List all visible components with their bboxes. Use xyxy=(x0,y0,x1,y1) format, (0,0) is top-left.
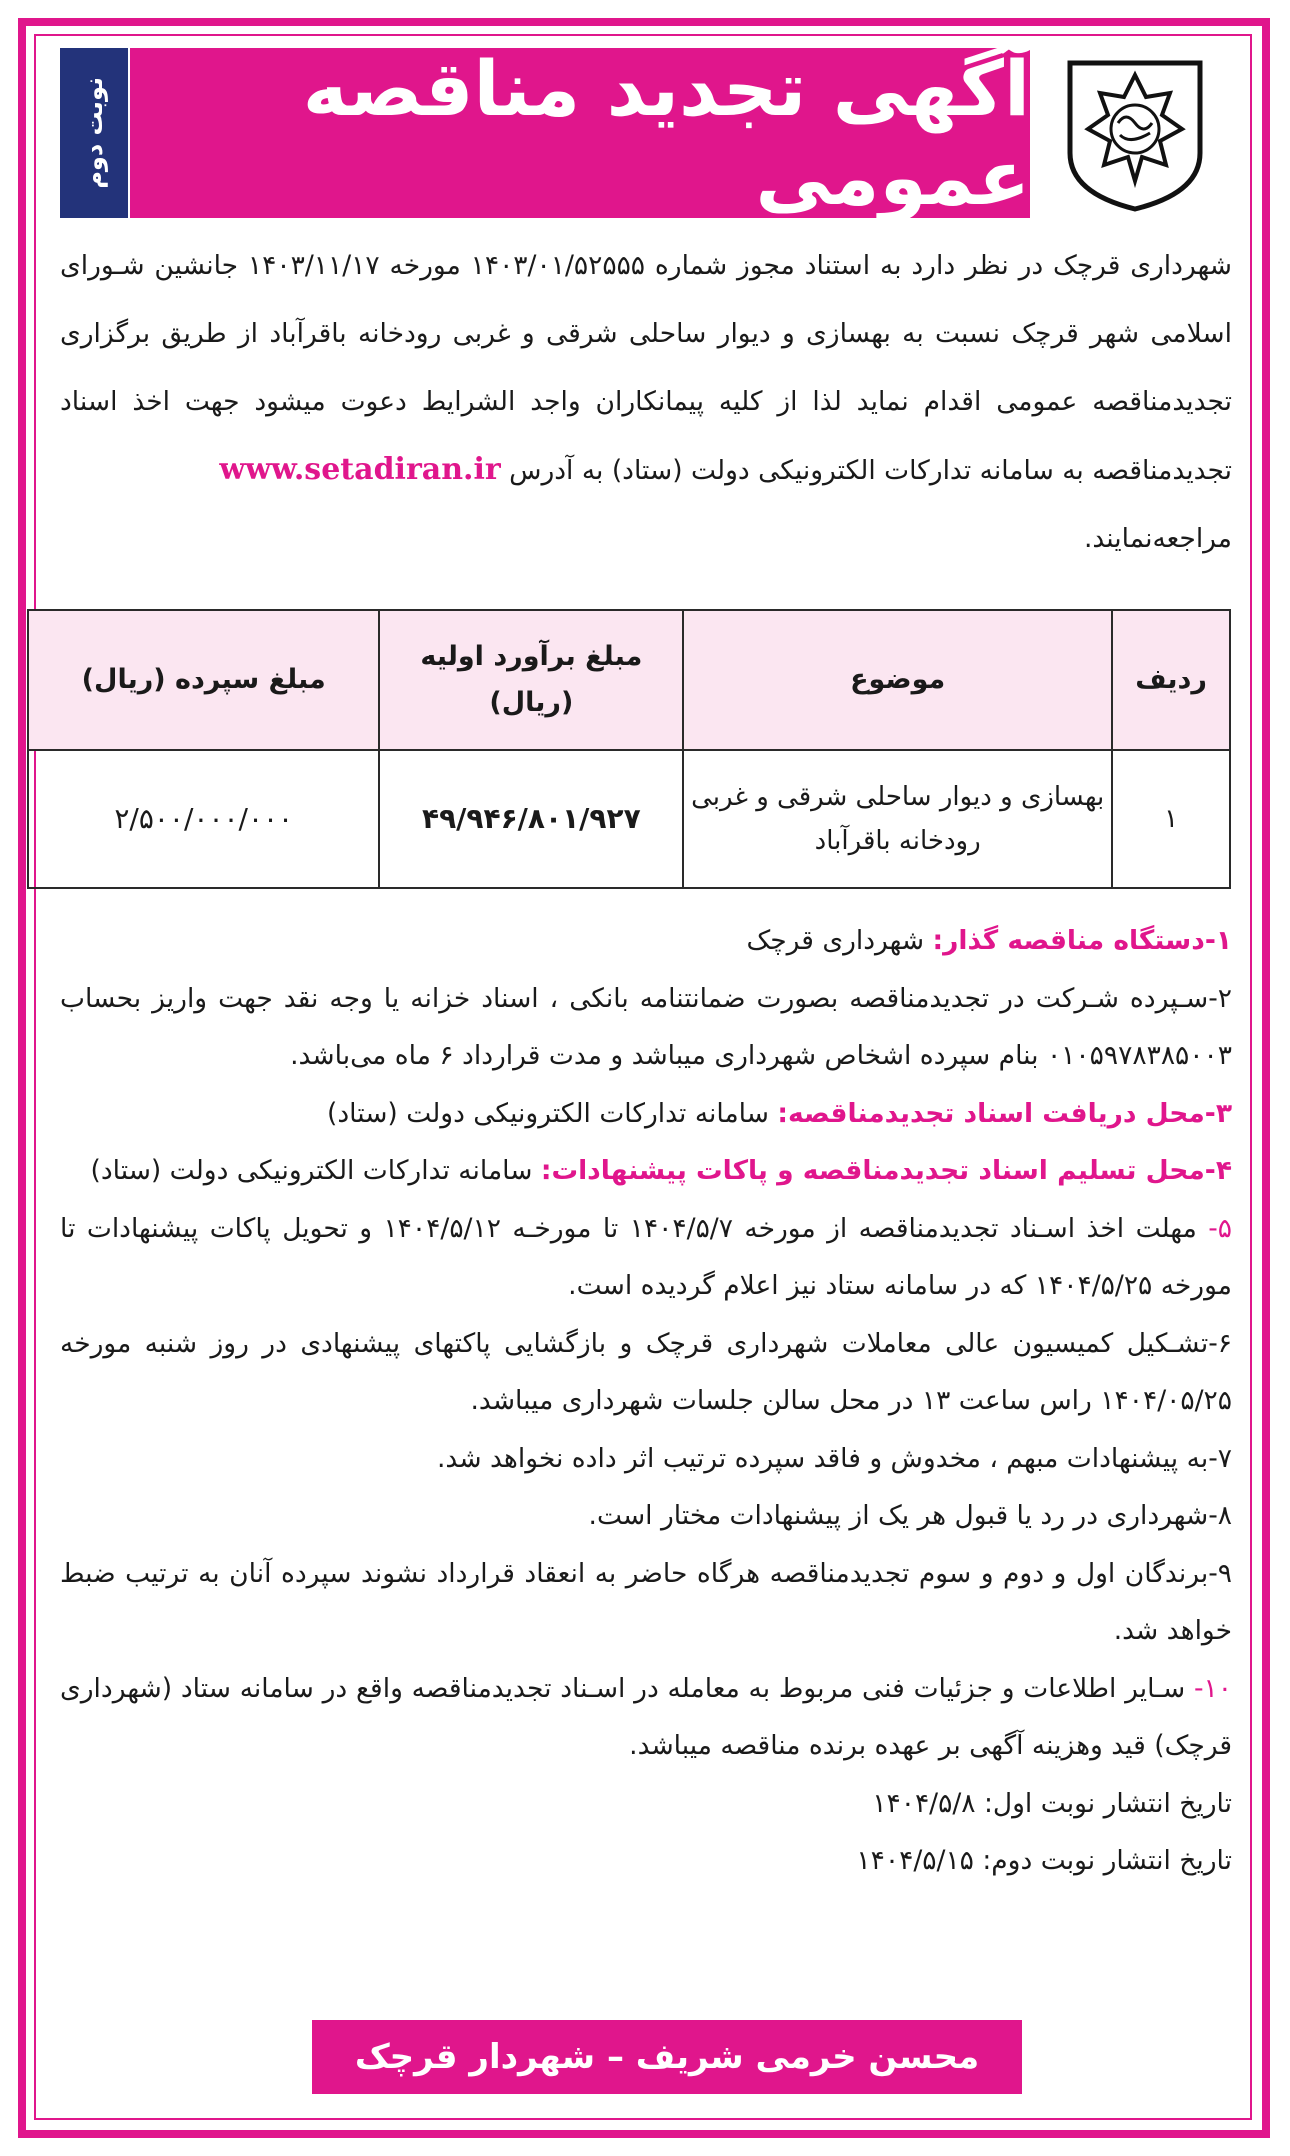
item-10-number: ۱۰- xyxy=(1193,1672,1232,1704)
header-deposit-amount: مبلغ سپرده (ریال) xyxy=(28,610,379,750)
table-header-row xyxy=(28,610,1230,750)
list-item xyxy=(60,912,1232,970)
item-1-label: ۱-دستگاه مناقصه گذار: xyxy=(932,925,1232,956)
signature-text: محسن خرمی شریف – شهردار قرچک xyxy=(354,2037,980,2077)
cell-estimated-amount: ۴۹/۹۴۶/۸۰۱/۹۲۷ xyxy=(379,750,683,888)
header xyxy=(60,44,1230,222)
conditions-list xyxy=(60,912,1232,1890)
header-row-number: ردیف xyxy=(1112,610,1230,750)
list-item xyxy=(60,1200,1232,1315)
item-5-text: مهلت اخذ اسـناد تجدیدمناقصه از مورخه ۱۴۰۴/۵/۷ تا مورخـه ۱۴۰۴/۵/۱۲ و تحویل پاکات پیشنهادات تا مورخه ۱۴۰۴/۵/۲۵ که در سامانه ستاد نیز اعلام گردیده است. xyxy=(60,1212,1232,1301)
item-10-text: سـایر اطلاعات و جزئیات فنی مربوط به معامله در اسـناد تجدیدمناقصه واقع در سامانه ستاد (شهرداری قرچک) قید وهزینه آگهی بر عهده برنده مناقصه میباشد. xyxy=(60,1672,1232,1761)
intro-text: شهرداری قرچک در نظر دارد به استناد مجوز شماره ۱۴۰۳/۰۱/۵۲۵۵۵ مورخه ۱۴۰۳/۱۱/۱۷ جانشین شـورای اسلامی شهر قرچک نسبت به بهسازی و دیوار ساحلی شرقی و غربی رودخانه باقرآباد از طریق برگزاری تجدیدمناقصه عمومی اقدام نماید لذا از کلیه پیمانکاران واجد الشرایط دعوت میشود جهت اخذ اسناد تجدیدمناقصه به سامانه تدارکات الکترونیکی دولت (ستاد) به آدرس xyxy=(60,250,1232,486)
list-item xyxy=(60,1142,1232,1200)
table-row xyxy=(28,750,1230,888)
item-1-text: شهرداری قرچک xyxy=(746,925,933,956)
item-6-text: ۶-تشـکیل کمیسیون عالی معاملات شهرداری قرچک و بازگشایی پاکتهای پیشنهادی در روز شنبه مورخه ۱۴۰۴/۰۵/۲۵ راس ساعت ۱۳ در محل سالن جلسات شهرداری میباشد. xyxy=(60,1327,1232,1416)
edition-tab xyxy=(60,48,128,218)
item-5-number: ۵- xyxy=(1208,1212,1232,1244)
item-8-text: ۸-شهرداری در رد یا قبول هر یک از پیشنهادات مختار است. xyxy=(588,1500,1232,1531)
municipality-emblem-icon xyxy=(1040,44,1230,222)
page-title: آگهی تجدید مناقصه عمومی xyxy=(302,44,1030,222)
tender-table xyxy=(27,609,1231,889)
item-2-text: ۲-سـپرده شـرکت در تجدیدمناقصه بصورت ضمانتنامه بانکی ، اسناد خزانه یا وجه نقد جهت واریز بحساب ۰۱۰۵۹۷۸۳۸۵۰۰۳ بنام سپرده اشخاص شهرداری میباشد و مدت قرارداد ۶ ماه می‌باشد. xyxy=(60,982,1232,1071)
header-estimated-amount: مبلغ برآورد اولیه (ریال) xyxy=(379,610,683,750)
cell-subject: بهسازی و دیوار ساحلی شرقی و غربی رودخانه باقرآباد xyxy=(683,750,1112,888)
list-item xyxy=(60,1085,1232,1143)
intro-ending: مراجعه‌نمایند. xyxy=(1083,523,1232,554)
list-item xyxy=(60,1545,1232,1660)
item-3-label: ۳-محل دریافت اسناد تجدیدمناقصه: xyxy=(777,1097,1232,1129)
title-banner xyxy=(130,44,1030,222)
list-item xyxy=(60,1487,1232,1545)
item-4-text: سامانه تدارکات الکترونیکی دولت (ستاد) xyxy=(90,1155,541,1186)
intro-paragraph xyxy=(60,232,1232,573)
list-item xyxy=(60,970,1232,1085)
setad-url-link[interactable]: www.setadiran.ir xyxy=(219,452,501,487)
list-item xyxy=(60,1430,1232,1488)
first-publication-date: تاریخ انتشار نوبت اول: ۱۴۰۴/۵/۸ xyxy=(872,1787,1232,1819)
item-3-text: سامانه تدارکات الکترونیکی دولت (ستاد) xyxy=(327,1097,778,1129)
cell-deposit-amount: ۲/۵۰۰/۰۰۰/۰۰۰ xyxy=(28,750,379,888)
header-subject: موضوع xyxy=(683,610,1112,750)
item-4-label: ۴-محل تسلیم اسناد تجدیدمناقصه و پاکات پیشنهادات: xyxy=(540,1155,1232,1186)
list-item xyxy=(60,1660,1232,1775)
item-9-text: ۹-برندگان اول و دوم و سوم تجدیدمناقصه هرگاه حاضر به انعقاد قرارداد نشوند سپرده آنان به ترتیب ضبط خواهد شد. xyxy=(60,1557,1232,1646)
second-publication-date: تاریخ انتشار نوبت دوم: ۱۴۰۴/۵/۱۵ xyxy=(856,1845,1232,1876)
cell-row-number: ۱ xyxy=(1112,750,1230,888)
edition-tab-label: نوبت دوم xyxy=(80,77,108,189)
list-item xyxy=(60,1315,1232,1430)
signature-banner xyxy=(312,2020,1022,2094)
item-7-text: ۷-به پیشنهادات مبهم ، مخدوش و فاقد سپرده ترتیب اثر داده نخواهد شد. xyxy=(436,1442,1232,1474)
